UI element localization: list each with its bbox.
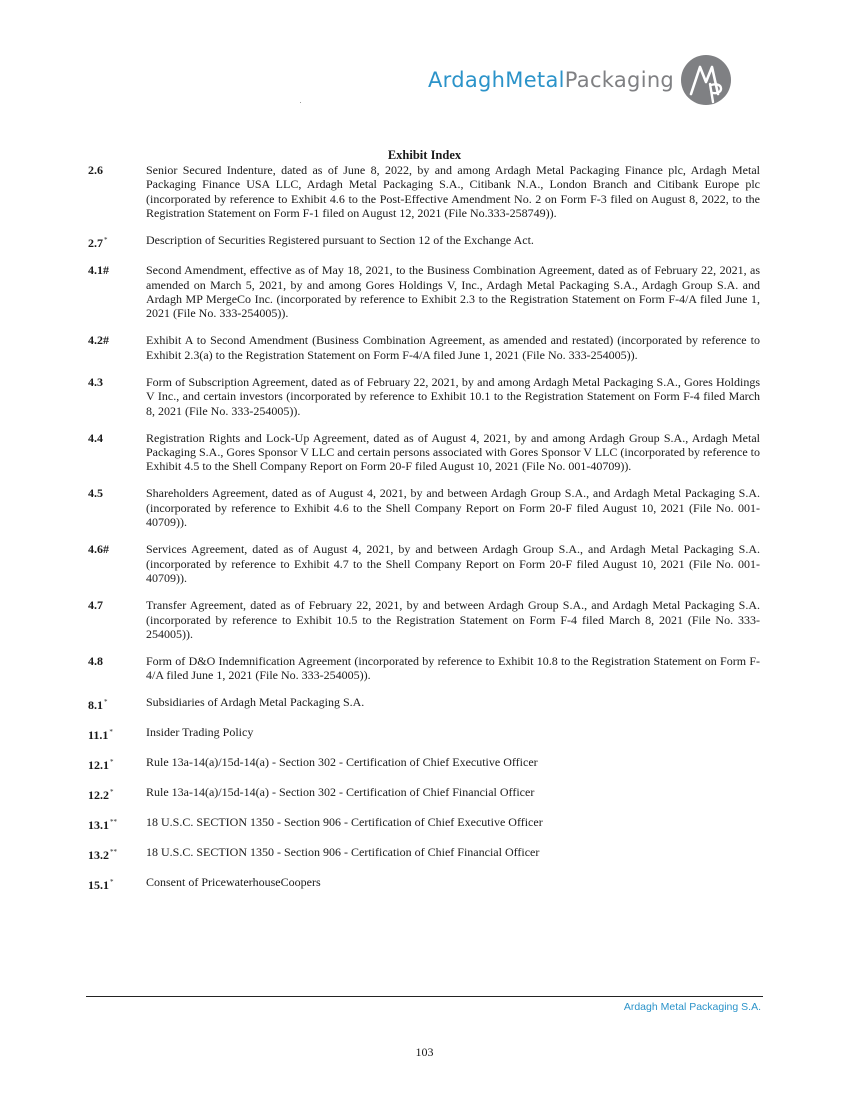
exhibit-number: [88, 875, 146, 892]
exhibit-number-value: 4.4: [88, 430, 103, 445]
exhibit-footnote-mark: **: [110, 848, 117, 857]
stray-mark: [300, 102, 301, 103]
exhibit-description: 18 U.S.C. SECTION 1350 - Section 906 - Certification of Chief Financial Officer: [146, 845, 540, 860]
exhibit-number: [88, 815, 146, 832]
exhibit-row: [88, 375, 760, 418]
exhibit-row: [88, 163, 760, 221]
exhibit-row: [88, 542, 760, 585]
exhibit-footnote-mark: *: [110, 788, 114, 797]
exhibit-row: [88, 875, 760, 892]
exhibit-row: [88, 598, 760, 641]
footer-company: Ardagh Metal Packaging S.A.: [623, 1001, 761, 1013]
exhibit-number-value: 4.5: [88, 486, 103, 501]
exhibit-number: [88, 785, 146, 802]
exhibit-description: Services Agreement, dated as of August 4, 2021, by and between Ardagh Group S.A., and Ardagh Metal Packaging S.A. (incorporated by reference to Exhibit 4.7 to the Shell Company Report on Form 20-F filed August 10, 2021 (File No. 001-40709)).: [146, 542, 760, 586]
logo-word-ardagh: Ardagh: [428, 68, 506, 92]
exhibit-number-value: 15.1: [88, 878, 109, 893]
exhibit-number-value: 12.2: [88, 788, 109, 803]
exhibit-row: [88, 431, 760, 474]
exhibit-footnote-mark: *: [109, 728, 113, 737]
exhibit-number: [88, 486, 146, 529]
exhibit-footnote-mark: *: [110, 758, 114, 767]
exhibit-number: [88, 163, 146, 221]
exhibit-row: [88, 333, 760, 362]
logo-word-metal: Metal: [505, 68, 565, 92]
exhibit-row: [88, 725, 760, 742]
exhibit-number-value: 4.8: [88, 653, 103, 668]
page-number: 103: [415, 1045, 434, 1059]
exhibit-number-value: 4.7: [88, 598, 103, 613]
exhibit-row: [88, 845, 760, 862]
exhibit-description: Shareholders Agreement, dated as of August 4, 2021, by and between Ardagh Group S.A., and Ardagh Metal Packaging S.A. (incorporated by reference to Exhibit 4.6 to the Shell Company Report on Form 20-F filed August 10, 2021 (File No. 001-40709)).: [146, 486, 760, 530]
exhibit-row: [88, 233, 760, 250]
exhibit-footnote-mark: *: [104, 236, 108, 245]
company-logo: [428, 54, 732, 106]
exhibit-number: [88, 695, 146, 712]
logo-wordmark: [428, 68, 674, 92]
exhibit-description: Rule 13a-14(a)/15d-14(a) - Section 302 - Certification of Chief Financial Officer: [146, 785, 535, 800]
exhibit-description: Second Amendment, effective as of May 18, 2021, to the Business Combination Agreement, dated as of February 22, 2021, as amended on March 5, 2021, by and among Gores Holdings V, Inc., Ardagh Metal Packaging S.A., Ardagh Group S.A. and Ardagh MP MergeCo Inc. (incorporated by reference to Exhibit 2.3 to the Registration Statement on Form F-4/A filed June 1, 2021 (File No. 333-254005)).: [146, 263, 760, 321]
exhibit-number-value: 2.6: [88, 163, 103, 177]
page-title: Exhibit Index: [387, 148, 462, 162]
exhibit-description: Form of D&O Indemnification Agreement (incorporated by reference to Exhibit 10.8 to the Registration Statement on Form F-4/A filed June 1, 2021 (File No. 333-254005)).: [146, 653, 760, 683]
exhibit-number-value: 4.6#: [88, 542, 109, 557]
exhibit-description: Consent of PricewaterhouseCoopers: [146, 875, 321, 890]
exhibit-description: Transfer Agreement, dated as of February 22, 2021, by and between Ardagh Group S.A., and Ardagh Metal Packaging S.A. (incorporated by reference to Exhibit 10.5 to the Registration Statement on Form F-4 filed March 8, 2021 (File No. 333-254005)).: [146, 598, 760, 641]
exhibit-number-value: 13.2: [88, 848, 109, 863]
exhibit-footnote-mark: **: [110, 818, 117, 827]
amp-monogram-icon: [680, 54, 732, 106]
exhibit-number-value: 4.1#: [88, 263, 109, 278]
exhibit-number: [88, 263, 146, 321]
exhibit-description: Registration Rights and Lock-Up Agreement, dated as of August 4, 2021, by and among Ardagh Group S.A., Ardagh Metal Packaging S.A., Gores Sponsor V LLC and certain persons associated with Gores Sponsor V LLC (incorporated by reference to Exhibit 4.5 to the Shell Company Report on Form 20-F filed August 10, 2021 (File No. 001-40709)).: [146, 430, 760, 474]
exhibit-number: [88, 725, 146, 742]
exhibit-number-value: 12.1: [88, 758, 109, 773]
footer-divider: [86, 996, 763, 997]
exhibit-row: [88, 263, 760, 321]
exhibit-row: [88, 654, 760, 683]
exhibit-description: Exhibit A to Second Amendment (Business Combination Agreement, as amended and restated) (incorporated by reference to Exhibit 2.3(a) to the Registration Statement on Form F-4/A filed June 1, 2021 (File No. 333-254005)).: [146, 333, 760, 362]
exhibit-row: [88, 755, 760, 772]
exhibit-description: Form of Subscription Agreement, dated as of February 22, 2021, by and among Ardagh Metal Packaging S.A., Gores Holdings V Inc., and certain investors (incorporated by reference to Exhibit 10.1 to the Registration Statement on Form F-4 filed March 8, 2021 (File No. 333-254005)).: [146, 374, 760, 418]
exhibit-number-value: 2.7: [88, 236, 103, 251]
exhibit-footnote-mark: *: [110, 878, 114, 887]
exhibit-number-value: 8.1: [88, 698, 103, 713]
exhibit-description: Subsidiaries of Ardagh Metal Packaging S.A.: [146, 695, 365, 710]
exhibit-description: 18 U.S.C. SECTION 1350 - Section 906 - Certification of Chief Executive Officer: [146, 815, 543, 830]
exhibit-row: [88, 486, 760, 529]
exhibit-number: [88, 542, 146, 585]
exhibit-number: [88, 375, 146, 418]
exhibit-number: [88, 333, 146, 362]
exhibit-number: [88, 598, 146, 641]
exhibit-description: Insider Trading Policy: [146, 725, 254, 740]
exhibit-number: [88, 654, 146, 683]
exhibit-number: [88, 431, 146, 474]
exhibit-footnote-mark: *: [104, 698, 108, 707]
exhibit-row: [88, 815, 760, 832]
exhibit-list: [88, 163, 760, 905]
exhibit-description: Senior Secured Indenture, dated as of June 8, 2022, by and among Ardagh Metal Packaging Finance plc, Ardagh Metal Packaging Finance USA LLC, Ardagh Metal Packaging S.A., Citibank N.A., London Branch and Citibank Europe plc (incorporated by reference to Exhibit 4.6 to the Post-Effective Amendment No. 2 on Form F-3 filed on August 8, 2022, to the Registration Statement on Form F-1 filed on August 12, 2021 (File No.333-258749)).: [146, 163, 760, 221]
exhibit-number-value: 11.1: [88, 728, 109, 743]
exhibit-description: Rule 13a-14(a)/15d-14(a) - Section 302 - Certification of Chief Executive Officer: [146, 755, 538, 770]
exhibit-number: [88, 755, 146, 772]
exhibit-row: [88, 695, 760, 712]
exhibit-number-value: 4.2#: [88, 333, 109, 348]
exhibit-number: [88, 845, 146, 862]
exhibit-row: [88, 785, 760, 802]
exhibit-number: [88, 233, 146, 250]
exhibit-number-value: 4.3: [88, 374, 103, 389]
logo-word-packaging: Packaging: [564, 68, 675, 92]
exhibit-description: Description of Securities Registered pursuant to Section 12 of the Exchange Act.: [146, 233, 534, 248]
exhibit-number-value: 13.1: [88, 818, 109, 833]
